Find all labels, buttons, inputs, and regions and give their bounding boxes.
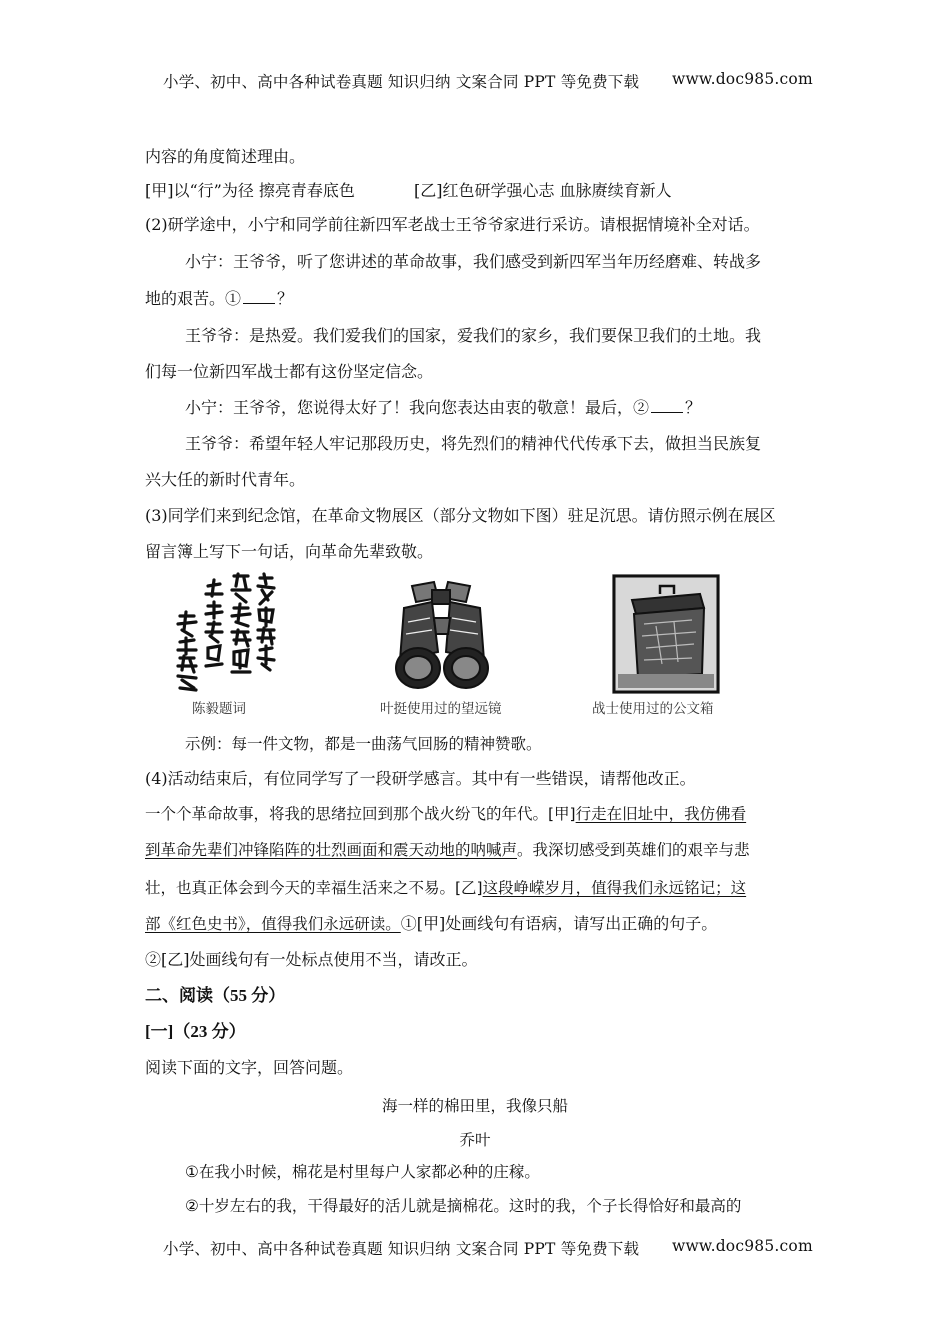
- q4-para-line-3: [145, 878, 746, 898]
- q2-dialog-1a: 小宁：王爷爷，听了您讲述的革命故事，我们感受到新四军当年历经磨难、转战多: [185, 252, 762, 271]
- briefcase-image: [612, 574, 720, 694]
- q4-para-line-4: [145, 914, 717, 934]
- calligraphy-strokes: [172, 572, 282, 694]
- q2-dialog-4a: 王爷爷：希望年轻人牢记那段历史，将先烈们的精神代代传承下去，做担当民族复: [185, 434, 762, 453]
- q2-question-mark-1: ？: [277, 289, 294, 308]
- article-para-1: ①在我小时候，棉花是村里每户人家都必种的庄稼。: [185, 1163, 540, 1181]
- q4-underlined-b1: 这段峥嵘岁月，值得我们永远铭记；这: [482, 879, 747, 897]
- calligraphy-image: [172, 572, 282, 694]
- q4-sub-question-2: ②[乙]处画线句有一处标点使用不当，请改正。: [145, 950, 478, 969]
- binoculars-icon: [382, 572, 500, 694]
- q4-underlined-b2: 部《红色史书》，值得我们永远研读。: [145, 915, 401, 933]
- q3-prompt-a: (3)同学们来到纪念馆，在革命文物展区（部分文物如下图）驻足沉思。请仿照示例在展区: [145, 506, 776, 525]
- binoculars-image: [382, 572, 500, 694]
- q4-underlined-a1: 行走在旧址中，我仿佛看: [575, 805, 747, 823]
- q3-prompt-b: 留言簿上写下一句话，向革命先辈致敬。: [145, 542, 434, 561]
- answer-blank-1[interactable]: [243, 289, 275, 304]
- q2-prompt: (2)研学途中，小宁和同学前往新四军老战士王爷爷家进行采访。请根据情境补全对话。: [145, 215, 760, 234]
- q4-underlined-a2: 到革命先辈们冲锋陷阵的壮烈画面和震天动地的呐喊声: [145, 841, 518, 859]
- q2-dialog-2a: 王爷爷：是热爱。我们爱我们的国家，爱我们的家乡，我们要保卫我们的土地。我: [185, 326, 762, 345]
- reading-intro: 阅读下面的文字，回答问题。: [145, 1058, 354, 1077]
- caption-briefcase: 战士使用过的公文箱: [592, 701, 714, 717]
- q1-option-a: [甲]以“行”为径 擦亮青春底色: [145, 181, 355, 200]
- footer-url: www.doc985.com: [672, 1237, 813, 1255]
- q4-sub-question-1: ①[甲]处画线句有语病，请写出正确的句子。: [400, 914, 718, 933]
- q4-line2-text: 。我深切感受到英雄们的艰辛与悲: [517, 841, 750, 859]
- footer-left-text: 小学、初中、高中各种试卷真题 知识归纳 文案合同 PPT 等免费下载: [163, 1240, 640, 1258]
- q2-dialog-3: [185, 398, 701, 418]
- q4-line1-text: 一个个革命故事，将我的思绪拉回到那个战火纷飞的年代。[甲]: [145, 805, 576, 823]
- q1-option-b: [乙]红色研学强心志 血脉赓续育新人: [414, 181, 672, 200]
- caption-calligraphy: 陈毅题词: [192, 701, 246, 717]
- q4-line3-text: 壮，也真正体会到今天的幸福生活来之不易。[乙]: [145, 879, 483, 897]
- article-author: 乔叶: [459, 1131, 491, 1149]
- answer-blank-2[interactable]: [651, 398, 683, 413]
- briefcase-icon: [612, 574, 720, 694]
- q4-prompt: (4)活动结束后，有位同学写了一段研学感言。其中有一些错误，请帮他改正。: [145, 769, 696, 788]
- q2-question-mark-2: ？: [685, 398, 702, 417]
- q2-dialog-4b: 兴大任的新时代青年。: [145, 470, 306, 489]
- q2-dialog-3-text: 小宁：王爷爷，您说得太好了！我向您表达由衷的敬意！最后，②: [185, 398, 650, 417]
- header-left-text: 小学、初中、高中各种试卷真题 知识归纳 文案合同 PPT 等免费下载: [163, 73, 640, 91]
- caption-binoculars: 叶挺使用过的望远镜: [380, 701, 502, 717]
- section-title: 二、阅读（55 分）: [145, 986, 286, 1005]
- q3-example: 示例：每一件文物，都是一曲荡气回肠的精神赞歌。: [185, 735, 542, 753]
- subsection-title: [一]（23 分）: [145, 1022, 246, 1041]
- q2-dialog-1b-text: 地的艰苦。①: [145, 289, 242, 308]
- q2-dialog-2b: 们每一位新四军战士都有这份坚定信念。: [145, 362, 434, 381]
- q4-para-line-2: [145, 840, 750, 860]
- article-title: 海一样的棉田里，我像只船: [381, 1097, 568, 1115]
- header-url: www.doc985.com: [672, 70, 813, 88]
- q1-tail: 内容的角度简述理由。: [145, 147, 306, 166]
- q2-dialog-1b: [145, 289, 293, 309]
- q4-para-line-1: [145, 804, 746, 824]
- article-para-2: ②十岁左右的我，干得最好的活儿就是摘棉花。这时的我，个子长得恰好和最高的: [185, 1197, 742, 1215]
